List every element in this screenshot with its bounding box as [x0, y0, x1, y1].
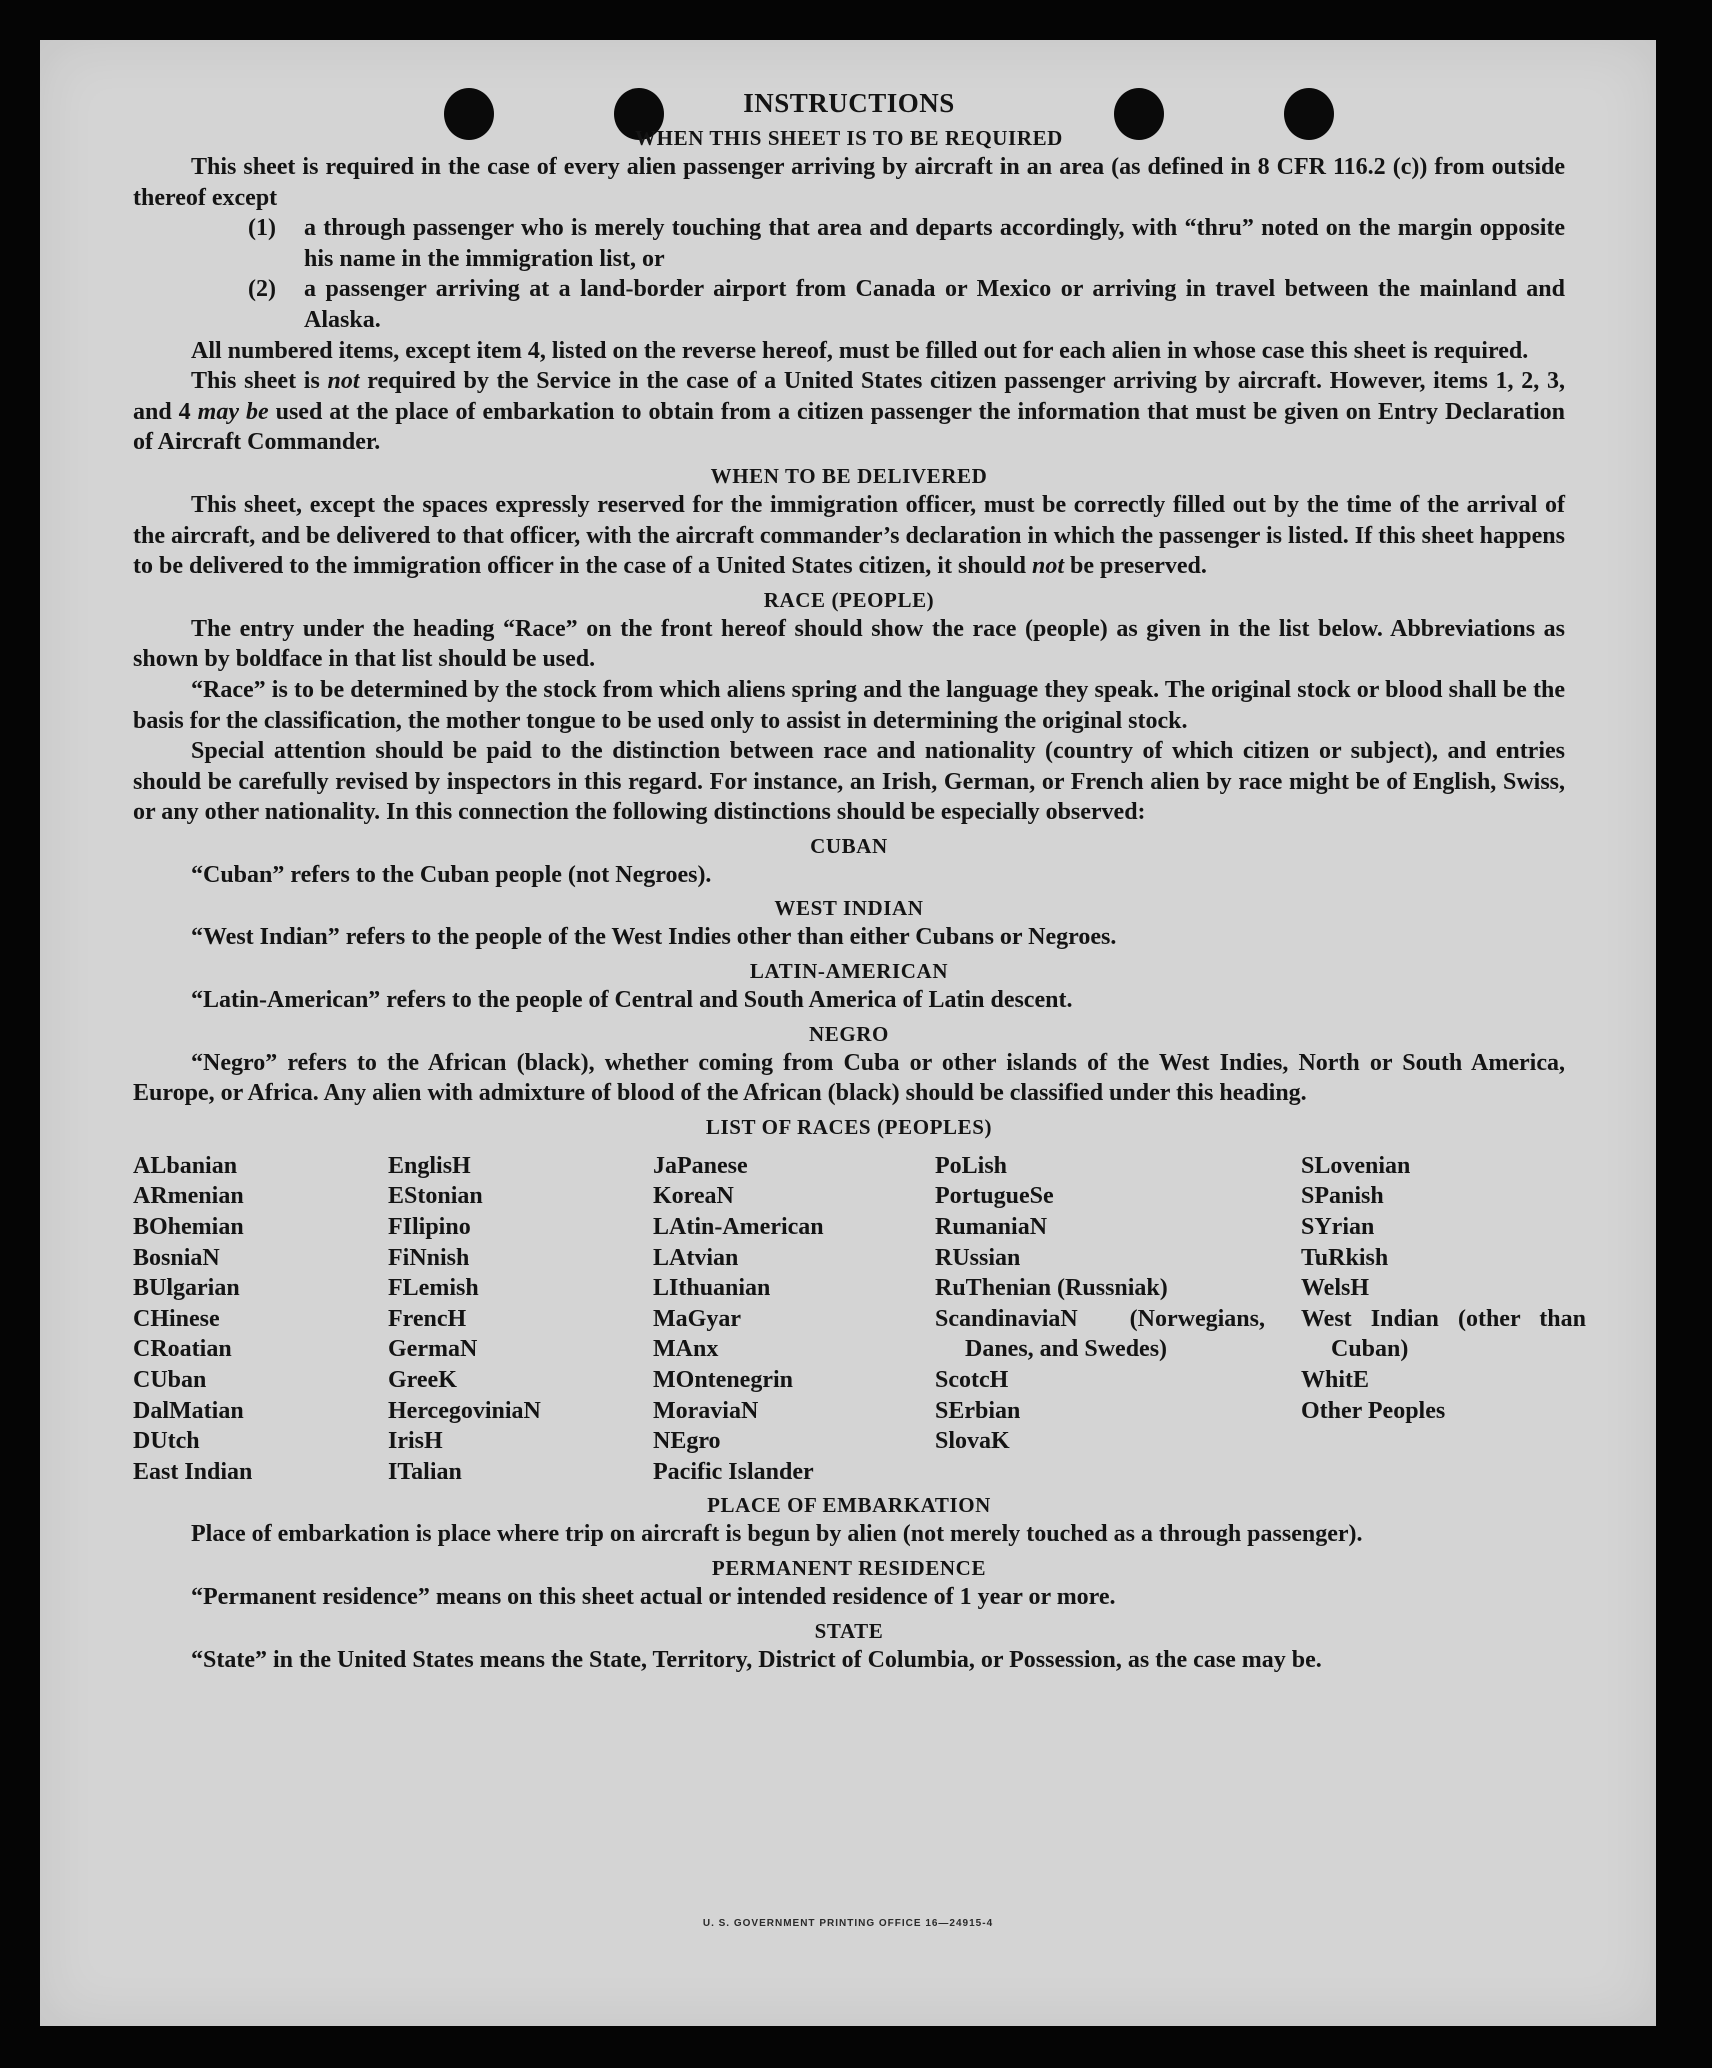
paragraph-race-stock: “Race” is to be determined by the stock from which aliens spring and the language they speak. The original stock or blood shall be the basis for the classification, the mother tongue to be used only to assist in determining the original stock. — [133, 676, 1565, 734]
text-run: used at the place of embarkation to obtain from a citizen passenger the information that must be given on Entry Declaration of Aircraft Commander. — [133, 398, 1566, 456]
heading-latin-american: LATIN-AMERICAN — [749, 959, 949, 984]
race-item: GermaN — [388, 1336, 478, 1363]
heading-negro: NEGRO — [808, 1021, 889, 1046]
race-item: WhitE — [1301, 1367, 1370, 1393]
race-item: MaGyar — [653, 1305, 741, 1332]
heading-list-of-races: LIST OF RACES (PEOPLES) — [705, 1114, 993, 1139]
text-run: This sheet is — [191, 368, 328, 395]
race-item: WelsH — [1301, 1275, 1370, 1302]
heading-race: RACE (PEOPLE) — [763, 587, 935, 612]
race-item: EnglisH — [388, 1152, 471, 1179]
race-item: MoraviaN — [653, 1397, 759, 1424]
races-column-1 — [133, 1151, 388, 1488]
race-item: ITalian — [388, 1458, 462, 1485]
race-item-scandinavian: ScandinaviaN (Norwegians, Danes, and Swedes) — [935, 1305, 1265, 1363]
race-item: SlovaK — [935, 1428, 1010, 1455]
paragraph-citizen-not-required — [133, 366, 1565, 458]
race-item: ARmenian — [133, 1183, 244, 1210]
race-item: MOntenegrin — [653, 1367, 793, 1393]
race-item: KoreaN — [653, 1183, 734, 1210]
heading-place-of-embarkation: PLACE OF EMBARKATION — [707, 1493, 991, 1518]
list-item-1 — [248, 213, 1565, 274]
race-item: TuRkish — [1301, 1244, 1389, 1271]
heading-cuban: CUBAN — [810, 833, 888, 858]
races-column-5 — [1301, 1151, 1586, 1488]
race-item: Pacific Islander — [653, 1458, 814, 1485]
race-item: DalMatian — [133, 1397, 244, 1424]
race-item: FIlipino — [388, 1214, 471, 1241]
instructions-content — [133, 80, 1586, 1675]
document-sheet — [40, 40, 1656, 2026]
race-item: EStonian — [388, 1183, 483, 1210]
paragraph-negro: “Negro” refers to the African (black), whether coming from Cuba or other islands of the West Indies, North or South America, Europe, or Africa. Any alien with admixture of blood of the African (black) should be classified under this heading. — [133, 1049, 1565, 1107]
heading-west-indian: WEST INDIAN — [774, 896, 924, 921]
paragraph-embarkation: Place of embarkation is place where trip on aircraft is begun by alien (not merely touched as a through passenger). — [191, 1521, 1363, 1548]
race-item: JaPanese — [653, 1152, 748, 1179]
race-item: SLovenian — [1301, 1152, 1411, 1179]
text-run: required by the Service in the case of a United States citizen passenger arriving by aircraft. However, items 1, 2, 3, and 4 — [133, 368, 1566, 425]
race-item: GreeK — [388, 1367, 457, 1393]
list-item-number: (2) — [248, 276, 276, 303]
paragraph-residence: “Permanent residence” means on this sheet actual or intended residence of 1 year or more. — [191, 1583, 1116, 1610]
race-item: FiNnish — [388, 1244, 470, 1271]
paragraph-west-indian: “West Indian” refers to the people of the West Indies other than either Cubans or Negroes. — [191, 924, 1117, 951]
race-item: CHinese — [133, 1305, 220, 1332]
races-column-4 — [935, 1151, 1301, 1488]
race-item: SErbian — [935, 1397, 1021, 1424]
paragraph-race-nationality: Special attention should be paid to the distinction between race and nationality (country of which citizen or subject), and entries should be carefully revised by inspectors in this regard. For instance, an Irish, German, or French alien by race might be of English, Swiss, or any other nationality. In this connection the following distinctions should be especially observed: — [133, 738, 1565, 826]
race-item: SPanish — [1301, 1183, 1384, 1210]
race-item: ALbanian — [133, 1152, 238, 1179]
race-item: East Indian — [133, 1458, 253, 1485]
heading-permanent-residence: PERMANENT RESIDENCE — [711, 1555, 987, 1580]
race-item: BosniaN — [133, 1244, 220, 1271]
heading-when-required: WHEN THIS SHEET IS TO BE REQUIRED — [635, 126, 1063, 150]
race-item: ScotcH — [935, 1367, 1009, 1393]
race-item: BOhemian — [133, 1214, 244, 1241]
races-column-2 — [388, 1151, 653, 1488]
list-item-text: a through passenger who is merely touching that area and departs accordingly, with “thru” noted on the margin opposite his name in the immigration list, or — [304, 215, 1565, 272]
paragraph-cuban: “Cuban” refers to the Cuban people (not Negroes). — [191, 861, 712, 888]
heading-state: STATE — [814, 1618, 884, 1643]
race-item: FLemish — [388, 1275, 479, 1302]
list-item-2 — [248, 274, 1565, 335]
races-column-3 — [653, 1151, 935, 1488]
race-item-west-indian: West Indian (other than Cuban) — [1301, 1305, 1586, 1363]
text-run: be preserved. — [1064, 553, 1207, 580]
paragraph-required-intro: This sheet is required in the case of every alien passenger arriving by aircraft in an area (as defined in 8 CFR 116.2 (c)) from outside thereof except — [133, 154, 1565, 211]
race-item: DUtch — [133, 1428, 200, 1455]
race-item: IrisH — [388, 1428, 443, 1455]
race-item: MAnx — [653, 1336, 719, 1363]
race-item: CRoatian — [133, 1336, 232, 1363]
heading-when-delivered: WHEN TO BE DELIVERED — [710, 463, 988, 488]
race-item: LAtin-American — [653, 1214, 824, 1241]
race-item: LIthuanian — [653, 1275, 771, 1302]
italic-not: not — [327, 368, 360, 395]
race-item: LAtvian — [653, 1244, 739, 1271]
race-item: RUssian — [935, 1244, 1021, 1271]
paragraph-state: “State” in the United States means the State, Territory, District of Columbia, or Possession, as the case may be. — [191, 1646, 1322, 1673]
race-item: PortugueSe — [935, 1183, 1054, 1210]
list-item-text: a passenger arriving at a land-border airport from Canada or Mexico or arriving in travel between the mainland and Alaska. — [304, 276, 1565, 333]
race-item: BUlgarian — [133, 1275, 240, 1302]
italic-not: not — [1032, 553, 1065, 580]
race-item: PoLish — [935, 1152, 1008, 1179]
text-run: This sheet, except the spaces expressly reserved for the immigration officer, must be correctly filled out by the time of the arrival of the aircraft, and be delivered to that officer, with the aircraft commander’s declaration in which the passenger is listed. If this sheet happens to be delivered to the immigration officer in the case of a United States citizen, it should — [133, 491, 1565, 580]
race-item: NEgro — [653, 1428, 721, 1455]
list-item-number: (1) — [248, 215, 276, 242]
races-list — [133, 1151, 1586, 1488]
italic-may-be: may be — [197, 398, 269, 425]
race-item: CUban — [133, 1367, 207, 1393]
race-item: HercegoviniaN — [388, 1397, 541, 1424]
paragraph-numbered-items: All numbered items, except item 4, listed on the reverse hereof, must be filled out for each alien in whose case this sheet is required. — [191, 337, 1529, 364]
paragraph-race-entry: The entry under the heading “Race” on the front hereof should show the race (people) as given in the list below. Abbreviations as shown by boldface in that list should be used. — [133, 615, 1565, 673]
paragraph-latin-american: “Latin-American” refers to the people of Central and South America of Latin descent. — [191, 987, 1073, 1014]
printer-imprint: U. S. GOVERNMENT PRINTING OFFICE 16—24915-4 — [702, 1918, 994, 1929]
race-item: FrencH — [388, 1305, 467, 1332]
race-item: RuThenian (Russniak) — [935, 1275, 1168, 1302]
page-title: INSTRUCTIONS — [743, 88, 955, 118]
paragraph-delivery — [133, 490, 1565, 582]
race-item: RumaniaN — [935, 1214, 1048, 1241]
race-item: Other Peoples — [1301, 1397, 1446, 1424]
race-item: SYrian — [1301, 1214, 1375, 1241]
